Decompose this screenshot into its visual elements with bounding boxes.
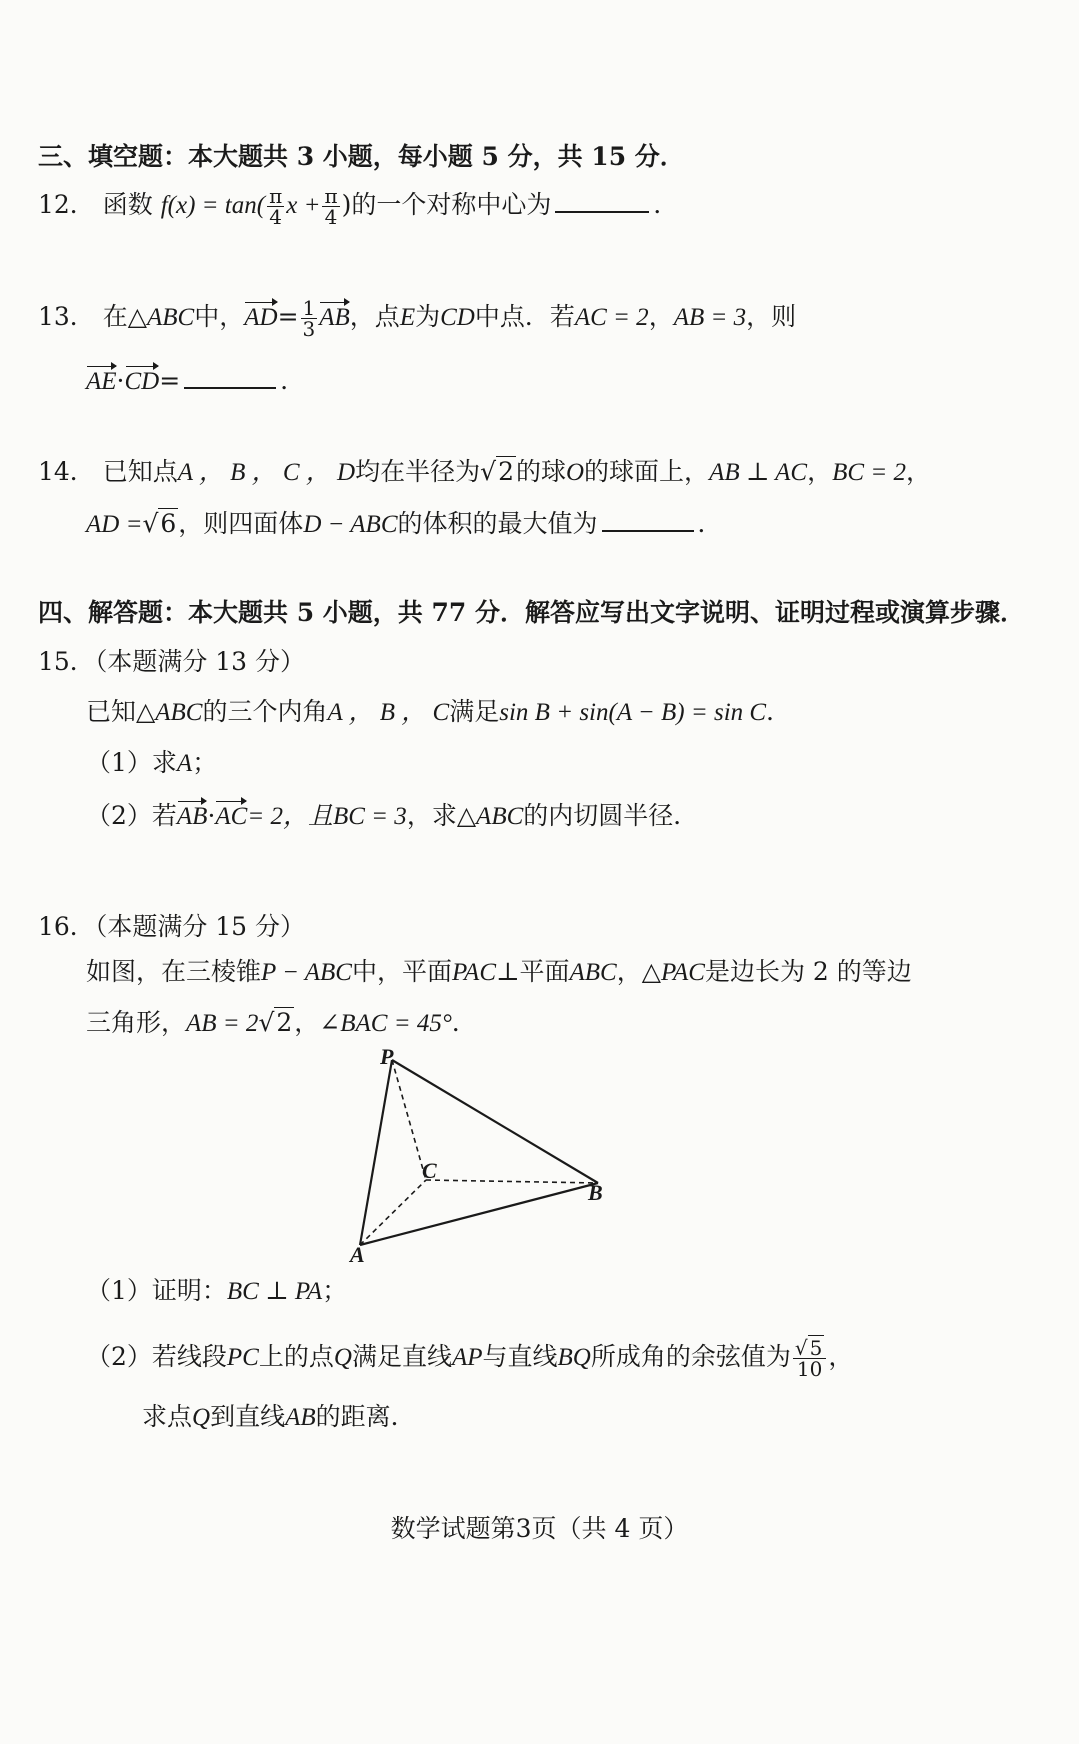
answer-blank xyxy=(602,529,694,532)
question-14-line-1: 14． 已知点A ， B ， C ， D均在半径为√2的球O的球面上，AB ⊥ AC，BC = 2， xyxy=(38,455,931,490)
label-c: C xyxy=(422,1158,437,1183)
answer-blank xyxy=(555,210,649,213)
question-16-part-2-line-1: （2）若线段PC上的点Q满足直线AP与直线BQ所成角的余弦值为 $\frac{√ 5}{10}$ ， xyxy=(86,1336,854,1381)
question-16-part-2-line-2: 求点Q到直线AB的距离． xyxy=(142,1402,416,1431)
label-b: B xyxy=(588,1180,603,1205)
question-16-header: 16．（本题满分 15 分） xyxy=(38,912,306,941)
answer-blank xyxy=(184,386,276,389)
fraction: $\frac{√ 5}{10}$ xyxy=(793,1338,826,1379)
question-15-part-2: （2）若AB·AC= 2，且BC = 3，求△ABC的内切圆半径． xyxy=(86,799,698,834)
fraction: $\frac{1}{3}$ xyxy=(302,296,316,341)
sqrt: √2 xyxy=(258,1008,293,1037)
edge-cb xyxy=(426,1180,598,1183)
question-16-stem-line-2: 三角形，AB = 2√2，∠BAC = 45°． xyxy=(86,1006,477,1041)
label-a: A xyxy=(350,1242,365,1267)
label-p: P xyxy=(380,1044,394,1069)
fraction: $\frac{\pi}{4}$ xyxy=(269,184,283,229)
fraction: $\frac{\pi}{4}$ xyxy=(324,184,338,229)
page-footer: 数学试题第3页（共 4 页） xyxy=(390,1514,689,1543)
sqrt: √2 xyxy=(480,457,514,486)
question-13-line-2: AE·CD= ． xyxy=(86,364,305,399)
tetrahedron-figure xyxy=(330,1040,630,1270)
question-15-header: 15．（本题满分 13 分） xyxy=(38,647,306,676)
question-12: 12． 函数 f(x) = tan( $\frac{\pi}{4}$ x + $\frac{\pi}{4}$ )的一个对称中心为 ． xyxy=(38,184,679,229)
section-4-header: 四、解答题：本大题共 5 小题，共 77 分．解答应写出文字说明、证明过程或演算步骤． xyxy=(38,598,1026,627)
edge-ab xyxy=(360,1183,598,1245)
question-16-part-1: （1）证明：BC ⊥ PA； xyxy=(86,1276,348,1305)
question-13-line-1: 13． 在△ABC中，AD= $\frac{1}{3}$ AB，点E为CD中点．若AC = 2，AB = 3，则 xyxy=(38,296,797,341)
question-15-part-1: （1）求A； xyxy=(86,748,218,777)
question-16-stem-line-1: 如图，在三棱锥P − ABC中，平面PAC⊥平面ABC，△PAC是边长为 2 的等边 xyxy=(86,957,912,986)
question-15-stem: 已知△ABC的三个内角A ， B ， C满足sin B + sin(A − B) = sin C． xyxy=(86,697,792,726)
sqrt: √6 xyxy=(142,509,177,538)
section-3-header: 三、填空题：本大题共 3 小题，每小题 5 分，共 15 分． xyxy=(38,142,685,171)
question-14-line-2: AD =√6，则四面体D − ABC的体积的最大值为 ． xyxy=(86,507,723,542)
